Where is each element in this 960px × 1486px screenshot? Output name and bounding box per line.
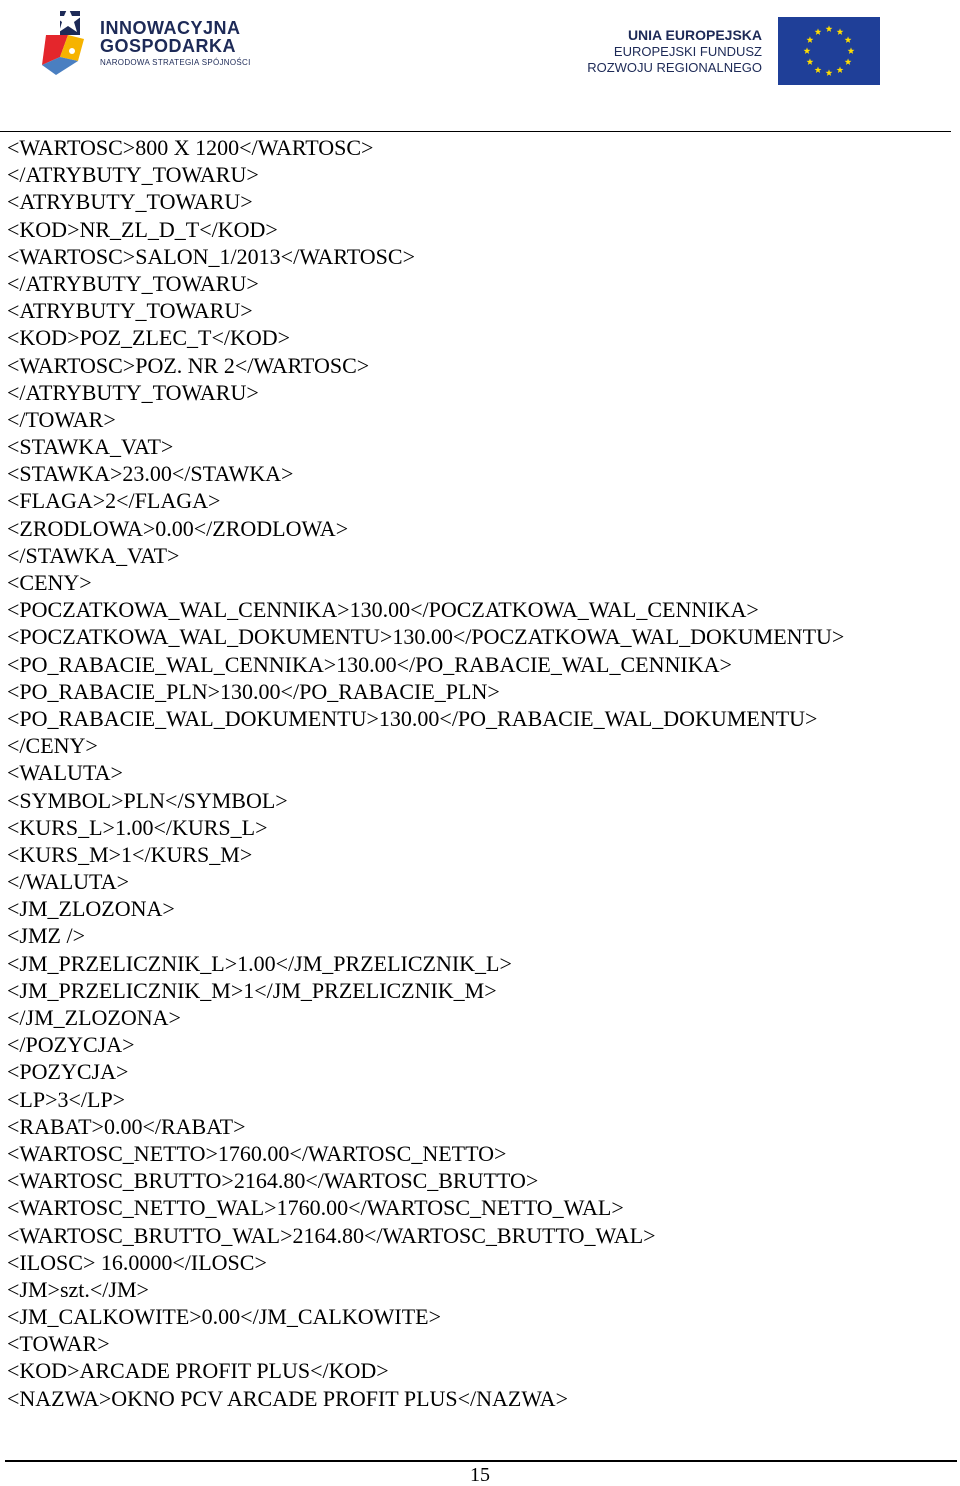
- xml-line: <KOD>ARCADE PROFIT PLUS</KOD>: [7, 1358, 389, 1384]
- xml-line: <KOD>NR_ZL_D_T</KOD>: [7, 216, 278, 242]
- xml-line: <PO_RABACIE_PLN>130.00</PO_RABACIE_PLN>: [7, 678, 500, 704]
- xml-line: <POCZATKOWA_WAL_DOKUMENTU>130.00</POCZATKOWA_WAL_DOKUMENTU>: [7, 624, 845, 650]
- xml-line: <POCZATKOWA_WAL_CENNIKA>130.00</POCZATKOWA_WAL_CENNIKA>: [7, 597, 759, 623]
- logo-line-unia-europejska: UNIA EUROPEJSKA: [627, 27, 762, 43]
- logo-line-strategia: NARODOWA STRATEGIA SPÓJNOŚCI: [100, 58, 251, 67]
- xml-line: <ZRODLOWA>0.00</ZRODLOWA>: [7, 515, 349, 541]
- xml-line: <PO_RABACIE_WAL_CENNIKA>130.00</PO_RABACIE_WAL_CENNIKA>: [7, 651, 732, 677]
- xml-line: <JM_PRZELICZNIK_M>1</JM_PRZELICZNIK_M>: [7, 977, 497, 1003]
- header-divider: [0, 131, 951, 132]
- xml-line: <NAZWA>OKNO PCV ARCADE PROFIT PLUS</NAZWA>: [7, 1385, 568, 1411]
- innowacyjna-gospodarka-emblem-icon: [38, 5, 100, 77]
- xml-line: </ATRYBUTY_TOWARU>: [7, 162, 259, 188]
- xml-line: </ATRYBUTY_TOWARU>: [7, 379, 259, 405]
- xml-line: <KURS_L>1.00</KURS_L>: [7, 814, 268, 840]
- logo-line-innowacyjna: INNOWACYJNA: [100, 18, 241, 38]
- xml-line: <STAWKA_VAT>: [7, 434, 174, 460]
- eu-flag-icon: [778, 17, 880, 85]
- xml-line: <STAWKA>23.00</STAWKA>: [7, 461, 294, 487]
- logo-line-rozwoju: ROZWOJU REGIONALNEGO: [587, 60, 762, 75]
- xml-listing: [7, 134, 952, 1412]
- xml-line: <WARTOSC_NETTO>1760.00</WARTOSC_NETTO>: [7, 1140, 507, 1166]
- xml-line: <POZYCJA>: [7, 1059, 129, 1085]
- xml-line: <ILOSC> 16.0000</ILOSC>: [7, 1249, 267, 1275]
- xml-line: </STAWKA_VAT>: [7, 542, 180, 568]
- xml-line: <JM>szt.</JM>: [7, 1276, 149, 1302]
- xml-line: <WALUTA>: [7, 760, 123, 786]
- unia-europejska-wordmark: [587, 27, 762, 76]
- xml-line: <WARTOSC_BRUTTO_WAL>2164.80</WARTOSC_BRUTTO_WAL>: [7, 1222, 656, 1248]
- page-number: 15: [470, 1464, 490, 1486]
- xml-line: <JM_CALKOWITE>0.00</JM_CALKOWITE>: [7, 1304, 441, 1330]
- xml-line: <WARTOSC>800 X 1200</WARTOSC>: [7, 135, 374, 160]
- xml-line: </JM_ZLOZONA>: [7, 1005, 181, 1030]
- xml-line: <WARTOSC>POZ. NR 2</WARTOSC>: [7, 352, 370, 378]
- xml-line: </WALUTA>: [7, 869, 130, 895]
- xml-line: <SYMBOL>PLN</SYMBOL>: [7, 787, 288, 813]
- xml-line: <KOD>POZ_ZLEC_T</KOD>: [7, 325, 291, 351]
- xml-line: <KURS_M>1</KURS_M>: [7, 841, 253, 867]
- xml-line: </CENY>: [7, 733, 98, 759]
- innowacyjna-gospodarka-logo: [38, 5, 268, 77]
- xml-line: <TOWAR>: [7, 1331, 110, 1357]
- xml-line: <WARTOSC>SALON_1/2013</WARTOSC>: [7, 243, 415, 269]
- xml-line: <ATRYBUTY_TOWARU>: [7, 189, 253, 215]
- xml-line: <FLAGA>2</FLAGA>: [7, 488, 221, 514]
- footer-divider: [5, 1460, 957, 1462]
- logo-line-gospodarka: GOSPODARKA: [100, 36, 237, 56]
- xml-line: <JM_PRZELICZNIK_L>1.00</JM_PRZELICZNIK_L>: [7, 950, 512, 976]
- xml-line: <WARTOSC_BRUTTO>2164.80</WARTOSC_BRUTTO>: [7, 1168, 539, 1194]
- xml-line: </POZYCJA>: [7, 1032, 135, 1058]
- xml-line: <RABAT>0.00</RABAT>: [7, 1113, 246, 1139]
- xml-line: <LP>3</LP>: [7, 1086, 126, 1112]
- xml-line: <PO_RABACIE_WAL_DOKUMENTU>130.00</PO_RABACIE_WAL_DOKUMENTU>: [7, 705, 818, 731]
- xml-line: <ATRYBUTY_TOWARU>: [7, 298, 253, 324]
- xml-line: </TOWAR>: [7, 406, 116, 432]
- xml-line: </ATRYBUTY_TOWARU>: [7, 270, 259, 296]
- xml-line: <JM_ZLOZONA>: [7, 896, 175, 922]
- xml-line: <JMZ />: [7, 923, 85, 949]
- innowacyjna-gospodarka-wordmark: [100, 19, 251, 69]
- xml-line: <WARTOSC_NETTO_WAL>1760.00</WARTOSC_NETTO_WAL>: [7, 1195, 624, 1221]
- xml-line: <CENY>: [7, 570, 92, 595]
- logo-line-fundusz: EUROPEJSKI FUNDUSZ: [613, 44, 762, 59]
